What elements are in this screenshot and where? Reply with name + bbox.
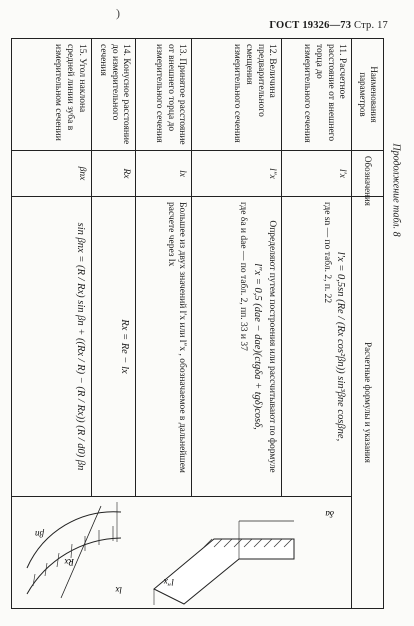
figure-label-beta: βn <box>34 529 44 539</box>
continuation-label: Продолжение табл. 8 <box>390 143 402 237</box>
formula: l′x = 0,5sn (Re / (Rx cos²βn)) sin³βne cosβne, <box>335 251 347 442</box>
table-row <box>282 39 352 609</box>
row-formula <box>136 197 192 497</box>
row-symbol: l′x <box>282 151 352 197</box>
col-header-symbol: Обозначения <box>352 151 384 197</box>
row-symbol: lx <box>136 151 192 197</box>
tooth-angle-figure-2 <box>20 499 128 605</box>
formula: Большее из двух значений l′x или l″x , обозначаемое в дальнейшем расчете через lx <box>165 202 188 473</box>
figure-label-rx: Rx <box>64 557 74 567</box>
row-formula <box>11 197 91 497</box>
formula: sin βnx = (R / Rx) sin βn + ((Rx / R) − (R / Rx)) (R / d0) βn <box>74 222 86 471</box>
table-header-row <box>352 39 384 609</box>
row-formula <box>192 197 282 497</box>
figure-label-lx: lx <box>115 585 122 595</box>
row-name: 15. Угол наклона средней линии зуба в измерительном сечении <box>11 39 91 151</box>
col-header-name: Наименования параметров <box>352 39 384 151</box>
standard-number: ГОСТ 19326—73 <box>269 20 352 31</box>
figure-label-da: δa <box>325 509 334 519</box>
formula-note: где δa и dae — по табл. 2, пп. 33 и 37 <box>238 202 249 351</box>
row-name: 11. Расчетное расстояние от внешнего торца до измерительного сечения <box>282 39 352 151</box>
col-header-formula: Расчетные формулы и указания <box>352 197 384 609</box>
gear-section-figure-1 <box>144 499 344 605</box>
formula-intro: Определяют путем построения или рассчитывают по формуле <box>267 220 278 473</box>
rotated-table-frame <box>24 38 384 608</box>
figure-cell-2 <box>11 497 136 609</box>
row-name: 13. Принятое расстояние от внешнего торца до измерительного сечения <box>136 39 192 151</box>
corner-mark: ) <box>116 6 120 20</box>
formula: l″x = 0,5 (dae − dae)(ctgδa + tgδ)cosδ, <box>251 263 263 430</box>
formula: Rx = Re − lx <box>119 319 131 374</box>
row-formula <box>91 197 136 497</box>
row-name: 12. Величина предварительного смещения измерительного сечения <box>192 39 282 151</box>
row-formula <box>282 197 352 497</box>
figure-cell-1 <box>136 497 352 609</box>
row-name: 14. Конусное расстояние до измерительного сечения <box>91 39 136 151</box>
formula-note: где sn — по табл. 2, п. 22 <box>322 202 333 304</box>
row-symbol: Rx <box>91 151 136 197</box>
row-symbol: βnx <box>11 151 91 197</box>
row-symbol: l″x <box>192 151 282 197</box>
spec-table <box>11 38 384 609</box>
figure-label-lx2: l″x <box>163 577 174 587</box>
page-number: Стр. 17 <box>354 20 388 31</box>
page-header <box>269 20 388 31</box>
table-row <box>91 39 136 609</box>
